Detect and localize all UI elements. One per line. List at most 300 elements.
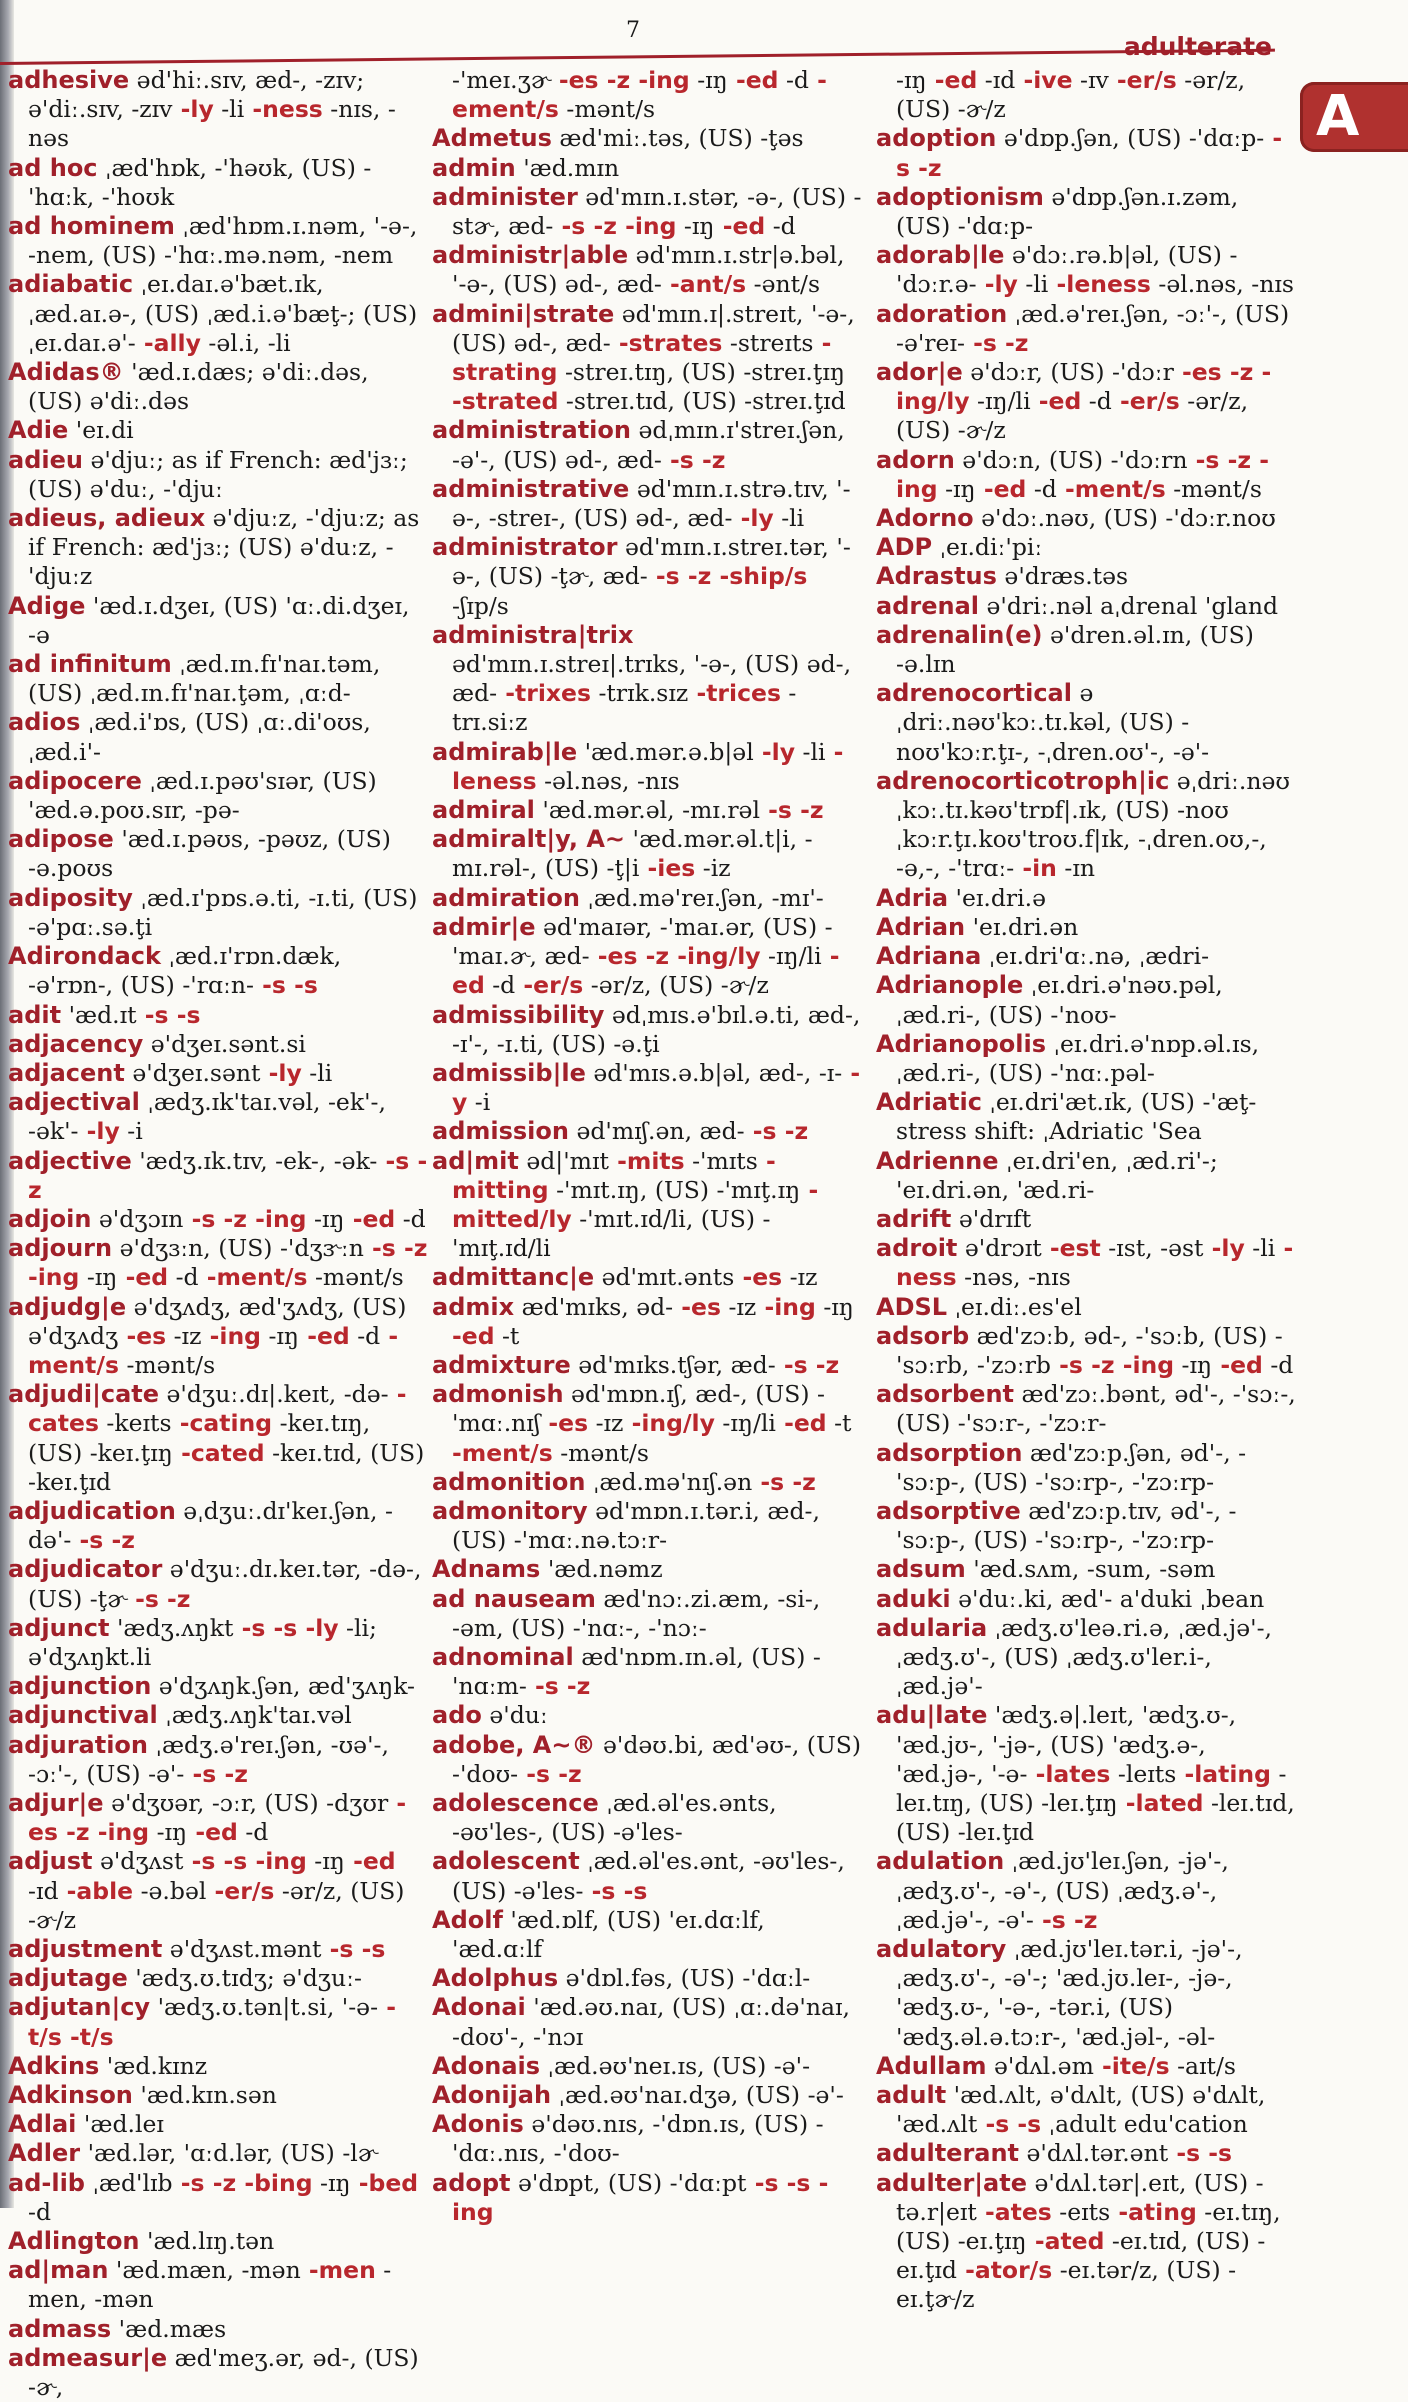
dictionary-entry	[432, 1117, 862, 1146]
dictionary-entry	[876, 241, 1296, 299]
dictionary-entry	[432, 1731, 862, 1789]
dictionary-entry	[876, 2081, 1296, 2139]
headword: admin	[432, 153, 516, 182]
dictionary-entry	[8, 358, 428, 416]
dictionary-entry	[432, 1993, 862, 2051]
headword: ad hoc	[8, 153, 98, 182]
headword: adobe, A~®	[432, 1730, 596, 1759]
pronunciation: ˌæd.əl'es.ənt, -əʊ'les-, (US) -ə'les- -s -s	[452, 1847, 845, 1905]
pronunciation: 'ædʒ.ə|.leɪt, 'ædʒ.ʊ-, 'æd.jʊ-, '-jə-, (US) 'ædʒ.ə-, 'æd.jə-, '-ə- -lates -leɪts -lating -leɪ.tɪŋ, (US) -leɪ.ţɪŋ -lated -leɪ.tɪd, (US) -leɪ.ţɪd	[896, 1701, 1295, 1847]
headword: adjectival	[8, 1088, 140, 1117]
dictionary-entry	[876, 2139, 1296, 2168]
headword: ad-lib	[8, 2168, 85, 2197]
headword: ad nauseam	[432, 1584, 596, 1613]
dictionary-entry	[876, 1585, 1296, 1614]
pronunciation: ˌæd.ɪ.pəʊ'sɪər, (US) 'æd.ə.poʊ.sɪr, -pə-	[28, 766, 377, 825]
headword: admissibility	[432, 1000, 605, 1029]
dictionary-entry	[876, 1205, 1296, 1234]
pronunciation: 'æd.mæn, -mən -men -men, -mən	[28, 2256, 392, 2314]
pronunciation: 'æd.ʌlt, ə'dʌlt, (US) ə'dʌlt, 'æd.ʌlt -s -s ˌadult edu'cation	[896, 2081, 1266, 2139]
pronunciation: ə'dəʊ.bi, æd'əʊ-, (US) -'doʊ- -s -z	[452, 1730, 862, 1788]
dictionary-entry	[8, 884, 428, 942]
headword: adulter|ate	[876, 2168, 1027, 2197]
dictionary-entry	[876, 1847, 1296, 1935]
headword: ad infinitum	[8, 650, 172, 679]
headword: ADSL	[876, 1292, 948, 1321]
headword: admeasur|e	[8, 2343, 168, 2372]
headword: Adria	[876, 883, 949, 912]
pronunciation: 'æd.sʌm, -sum, -səm	[973, 1555, 1216, 1584]
pronunciation: ˌæd'hɒk, -'həʊk, (US) -'hɑːk, -'hoʊk	[28, 153, 372, 211]
pronunciation: 'æd.ɪt -s -s	[68, 1000, 201, 1029]
dictionary-entry	[8, 1555, 428, 1613]
headword: adsum	[876, 1555, 966, 1584]
headword: adieu	[8, 445, 83, 474]
pronunciation: ˌeɪ.dri.ə'nɒp.əl.ɪs, ˌæd.ri-, (US) -'nɑː.pəl-	[896, 1029, 1260, 1087]
headword: Adkins	[8, 2051, 100, 2080]
headword: Adlai	[8, 2110, 77, 2139]
pronunciation: ˌeɪ.dri'æt.ɪk, (US) -'æţ- stress shift: ˌAdriatic 'Sea	[896, 1088, 1257, 1146]
headword: adiposity	[8, 883, 133, 912]
dictionary-entry	[8, 1147, 428, 1205]
headword: Adrienne	[876, 1146, 999, 1175]
headword: Adullam	[876, 2051, 987, 2080]
pronunciation: əd'hiː.sɪv, æd-, -zɪv; ə'diː.sɪv, -zɪv -ly -li -ness -nɪs, -nəs	[28, 66, 396, 153]
headword: adjur|e	[8, 1788, 104, 1817]
headword: administrative	[432, 474, 630, 503]
pronunciation: ə'dɔːn, (US) -'dɔːrn -s -z -ing -ɪŋ -ed -d -ment/s -mənt/s	[896, 445, 1269, 503]
pronunciation: ˌæd.ɪn.fɪ'naɪ.təm, (US) ˌæd.ɪn.fɪ'naɪ.ţəm, ˌɑːd-	[28, 650, 381, 708]
pronunciation: ˌæd.əʊ'naɪ.dʒə, (US) -ə'-	[558, 2081, 844, 2110]
headword: adjust	[8, 1847, 93, 1876]
pronunciation: əˌdʒuː.dɪ'keɪ.ʃən, -də'- -s -z	[28, 1496, 393, 1555]
headword: ADP	[876, 533, 933, 562]
headword: admission	[432, 1117, 569, 1146]
pronunciation: ə'dren.əl.ɪn, (US) -ə.lɪn	[896, 620, 1254, 679]
headword: administration	[432, 416, 631, 445]
pronunciation: əd'mɪn.ɪ.str|ə.bəl, '-ə-, (US) əd-, æd- -ant/s -ənt/s	[452, 241, 845, 299]
dictionary-entry	[8, 1731, 428, 1789]
dictionary-entry	[876, 1497, 1296, 1555]
pronunciation: æd'zɔːp.tɪv, əd'-, -'sɔːp-, (US) -'sɔːrp-, -'zɔːrp-	[896, 1496, 1237, 1555]
dictionary-entry	[876, 767, 1296, 884]
pronunciation: æd'miː.təs, (US) -ţəs	[559, 124, 804, 153]
pronunciation: ˌeɪ.dri'en, ˌæd.ri'-; 'eɪ.dri.ən, 'æd.ri-	[896, 1146, 1218, 1204]
headword: admix	[432, 1292, 515, 1321]
pronunciation: æd'nɔː.zi.æm, -si-, -əm, (US) -'nɑː-, -'nɔː-	[452, 1584, 821, 1642]
pronunciation: ə'dʒuː.dɪ|.keɪt, -də- -cates -keɪts -cating -keɪ.tɪŋ, (US) -keɪ.ţɪŋ -cated -keɪ.tɪd, (US) -keɪ.ţɪd	[28, 1380, 425, 1496]
pronunciation: ə'dʒuː.dɪ.keɪ.tər, -də-, (US) -ţɚ -s -z	[28, 1555, 422, 1613]
dictionary-entry	[8, 708, 428, 766]
dictionary-entry	[432, 66, 862, 124]
headword: adrenalin(e)	[876, 620, 1043, 649]
pronunciation: 'ædʒ.ʊ.tən|t.si, '-ə- -t/s -t/s	[28, 1993, 396, 2051]
pronunciation: 'æd.ɪ.dæs; ə'diː.dəs, (US) ə'diː.dəs	[28, 358, 369, 416]
pronunciation: ˌædʒ.ɪk'taɪ.vəl, -ek'-, -ək'- -ly -i	[28, 1088, 386, 1146]
dictionary-entry	[8, 1614, 428, 1672]
headword: Adonais	[432, 2051, 541, 2080]
dictionary-entry	[8, 1001, 428, 1030]
dictionary-entry	[432, 738, 862, 796]
pronunciation: ˌæd.mə'reɪ.ʃən, -mɪ'-	[587, 883, 824, 912]
pronunciation: 'æd.leɪ	[83, 2110, 164, 2139]
headword: adipocere	[8, 766, 142, 795]
headword: adu|late	[876, 1701, 988, 1730]
pronunciation: ˌæd.jʊ'leɪ.ʃən, -jə'-, ˌædʒ.ʊ'-, -ə'-, (US) ˌædʒ.ə'-, ˌæd.jə'-, -ə'- -s -z	[896, 1847, 1229, 1934]
headword: adoptionism	[876, 182, 1044, 211]
dictionary-entry	[876, 1234, 1296, 1292]
dictionary-entry	[8, 1993, 428, 2051]
dictionary-entry	[432, 1964, 862, 1993]
headword: Adolf	[432, 1905, 503, 1934]
dictionary-entry	[432, 1263, 862, 1292]
dictionary-entry	[876, 2052, 1296, 2081]
pronunciation: əd'mɪʃ.ən, æd- -s -z	[576, 1117, 809, 1146]
dictionary-entry	[876, 1935, 1296, 2052]
dictionary-entry	[8, 1672, 428, 1701]
headword: Adonis	[432, 2110, 524, 2139]
dictionary-entry	[432, 2110, 862, 2168]
column-3	[876, 66, 1296, 2315]
headword: adolescent	[432, 1847, 580, 1876]
dictionary-entry	[876, 533, 1296, 562]
pronunciation: əd'mɪt.ənts -es -ɪz	[601, 1263, 818, 1292]
dictionary-entry	[432, 1380, 862, 1468]
pronunciation: 'æd.əʊ.naɪ, (US) ˌɑː.də'naɪ, -doʊ'-, -'nɔɪ	[452, 1993, 851, 2051]
pronunciation: ˌeɪ.dri'ɑː.nə, ˌædri-	[988, 942, 1210, 971]
dictionary-entry	[8, 1789, 428, 1847]
dictionary-entry	[432, 241, 862, 299]
dictionary-entry	[876, 1147, 1296, 1205]
dictionary-entry	[8, 270, 428, 358]
dictionary-entry	[876, 504, 1296, 533]
headword: admiralt|y, A~	[432, 825, 626, 854]
pronunciation: əd'mɒn.ɪ.tər.i, æd-, (US) -'mɑː.nə.tɔːr-	[452, 1496, 820, 1555]
headword: Adlington	[8, 2227, 140, 2256]
pronunciation: 'ædʒ.ʌŋkt -s -s -ly -li; ə'dʒʌŋkt.li	[28, 1613, 377, 1671]
dictionary-entry	[432, 2052, 862, 2081]
pronunciation: ˌæd.əʊ'neɪ.ɪs, (US) -ə'-	[547, 2051, 811, 2080]
dictionary-entry	[876, 679, 1296, 767]
headword: adsorptive	[876, 1496, 1021, 1525]
headword: Admetus	[432, 124, 552, 153]
pronunciation: 'ædʒ.ʊ.tɪdʒ; ə'dʒuː-	[135, 1964, 362, 1993]
headword: ad hominem	[8, 212, 175, 241]
headword: adopt	[432, 2168, 511, 2197]
headword: adoption	[876, 124, 997, 153]
pronunciation: æd'zɔːb, əd-, -'sɔːb, (US) -'sɔːrb, -'zɔːrb -s -z -ing -ɪŋ -ed -d	[896, 1321, 1294, 1379]
headword: admass	[8, 2314, 112, 2343]
pronunciation: 'æd.ɒlf, (US) 'eɪ.dɑːlf, 'æd.ɑːlf	[452, 1905, 765, 1963]
pronunciation: ədˌmɪs.ə'bɪl.ə.ti, æd-, -ɪ'-, -ɪ.ti, (US) -ə.ţi	[452, 1000, 861, 1058]
headword: admonition	[432, 1467, 586, 1496]
dictionary-entry	[432, 1497, 862, 1555]
pronunciation: ˌæd'hɒm.ɪ.nəm, '-ə-, -nem, (US) -'hɑː.mə.nəm, -nem	[28, 212, 418, 270]
pronunciation: 'æd.mæs	[118, 2314, 227, 2343]
headword: adnominal	[432, 1642, 574, 1671]
pronunciation: ˌædʒ.ə'reɪ.ʃən, -ʊə'-, -ɔː'-, (US) -ə'- -s -z	[28, 1730, 389, 1788]
dictionary-entry	[8, 2139, 428, 2168]
dictionary-entry	[432, 913, 862, 1001]
pronunciation: 'æd.kɪnz	[106, 2051, 208, 2080]
pronunciation: æd'nɒm.ɪn.əl, (US) -'nɑːm- -s -z	[452, 1642, 821, 1701]
pronunciation: ə'dɒp.ʃən, (US) -'dɑːp- -s -z	[896, 124, 1283, 182]
headword: adsorption	[876, 1438, 1023, 1467]
pronunciation: 'eɪ.di	[75, 416, 134, 445]
page-number: 7	[626, 18, 640, 43]
pronunciation: ˌeɪ.dri.ə'nəʊ.pəl, ˌæd.ri-, (US) -'noʊ-	[896, 971, 1223, 1029]
pronunciation: 'æd.kɪn.sən	[140, 2081, 277, 2110]
pronunciation: ˌæd.jʊ'leɪ.tər.i, -jə'-, ˌædʒ.ʊ'-, -ə'-; 'æd.jʊ.leɪ-, -jə-, 'ædʒ.ʊ-, '-ə-, -tər.i, (US) 'ædʒ.əl.ə.tɔːr-, 'æd.jəl-, -əl-	[896, 1935, 1243, 2051]
pronunciation: æd'zɔː.bənt, əd'-, -'sɔː-, (US) -'sɔːr-, -'zɔːr-	[896, 1380, 1296, 1438]
dictionary-entry	[876, 1439, 1296, 1497]
pronunciation: ə'dɒl.fəs, (US) -'dɑːl-	[565, 1964, 811, 1993]
dictionary-entry	[8, 1059, 428, 1088]
pronunciation: ə'dʒeɪ.sənt -ly -li	[132, 1058, 333, 1087]
dictionary-entry	[876, 621, 1296, 679]
headword: adsorbent	[876, 1380, 1014, 1409]
pronunciation: əˌdriː.nəʊˌkɔː.tɪ.kəʊ'trɒf|.ɪk, (US) -noʊˌkɔːr.ţɪ.koʊ'troʊ.f|ɪk, -ˌdren.oʊ,-, -ə,-, -'trɑː- -in -ɪn	[896, 766, 1290, 883]
dictionary-entry	[876, 124, 1296, 182]
pronunciation: ə'dʒʊər, -ɔːr, (US) -dʒʊr -es -z -ing -ɪŋ -ed -d	[28, 1788, 407, 1847]
headword: administra|trix	[432, 620, 634, 649]
pronunciation: æd'mɪks, əd- -es -ɪz -ing -ɪŋ -ed -t	[452, 1292, 854, 1350]
headword: ad|man	[8, 2256, 109, 2285]
dictionary-entry	[432, 825, 862, 883]
pronunciation: əd'maɪər, -'maɪ.ər, (US) -'maɪ.ɚ, æd- -es -z -ing/ly -ɪŋ/li -ed -d -er/s -ər/z, (US) -ɚ/z	[452, 912, 840, 1000]
pronunciation: ˌædʒ.ʌŋk'taɪ.vəl	[165, 1701, 352, 1730]
headword: Adidas®	[8, 358, 124, 387]
headword: adulation	[876, 1847, 1005, 1876]
pronunciation: ə'dɒpt, (US) -'dɑːpt -s -s -ing	[452, 2168, 829, 2226]
pronunciation: 'æd.mər.əl, -mɪ.rəl -s -z	[542, 796, 824, 825]
dictionary-entry	[8, 2315, 428, 2344]
dictionary-entry	[8, 1088, 428, 1146]
pronunciation: ə'djuːz, -'djuːz; as if French: æd'jɜː; (US) ə'duːz, -'djuːz	[28, 504, 420, 591]
pronunciation: æd'zɔːp.ʃən, əd'-, -'sɔːp-, (US) -'sɔːrp-, -'zɔːrp-	[896, 1438, 1247, 1496]
pronunciation: -'meɪ.ʒɚ -es -z -ing -ɪŋ -ed -d -ement/s -mənt/s	[452, 66, 827, 124]
pronunciation: əd'mɪn.ɪ.strə.tɪv, '-ə-, -streɪ-, (US) əd-, æd- -ly -li	[452, 474, 851, 533]
dictionary-entry	[432, 124, 862, 153]
headword: Adie	[8, 416, 69, 445]
pronunciation: əd'mɪks.tʃər, æd- -s -z	[578, 1350, 840, 1379]
pronunciation: ˌæd.ɪ'rɒn.dæk, -ə'rɒn-, (US) -'rɑːn- -s -s	[28, 942, 342, 1000]
dictionary-entry	[8, 2344, 428, 2402]
headword: adjudg|e	[8, 1292, 127, 1321]
dictionary-entry	[8, 504, 428, 592]
dictionary-entry	[432, 183, 862, 241]
headword: Adrianople	[876, 971, 1024, 1000]
pronunciation: ˌæd.ɪ'pɒs.ə.ti, -ɪ.ti, (US) -ə'pɑː.sə.ţi	[28, 883, 418, 941]
dictionary-entry	[876, 884, 1296, 913]
headword: Adkinson	[8, 2081, 133, 2110]
dictionary-entry	[432, 621, 862, 738]
dictionary-entry	[432, 1059, 862, 1117]
pronunciation: ə'dʒʌst -s -s -ing -ɪŋ -ed -ɪd -able -ə.bəl -er/s -ər/z, (US) -ɚ/z	[28, 1847, 405, 1934]
pronunciation: əd'mɪn.ɪ.streɪ.tər, '-ə-, (US) -ţɚ, æd- -s -z -ship/s -ʃɪp/s	[452, 533, 851, 620]
headword: adjudicator	[8, 1555, 163, 1584]
pronunciation: ˌæd.i'ɒs, (US) ˌɑː.di'oʊs, ˌæd.i'-	[28, 708, 371, 766]
headword: adios	[8, 708, 81, 737]
dictionary-entry	[876, 1088, 1296, 1146]
dictionary-entry	[432, 416, 862, 474]
dictionary-entry	[8, 2081, 428, 2110]
thumb-index-letter: A	[1316, 84, 1360, 149]
dictionary-entry	[432, 1789, 862, 1847]
pronunciation: əd'mɪn.ɪ.stər, -ə-, (US) -stɚ, æd- -s -z -ing -ɪŋ -ed -d	[452, 182, 862, 241]
headword: admiral	[432, 796, 535, 825]
dictionary-entry	[8, 416, 428, 445]
dictionary-entry	[8, 650, 428, 708]
headword: aduki	[876, 1584, 951, 1613]
headword: adieus, adieux	[8, 504, 206, 533]
headword: adjunctival	[8, 1701, 158, 1730]
dictionary-entry	[8, 1380, 428, 1497]
dictionary-entry	[8, 2169, 428, 2227]
dictionary-entry	[876, 358, 1296, 446]
headword: adhesive	[8, 66, 130, 94]
dictionary-entry	[876, 66, 1296, 124]
dictionary-entry	[8, 592, 428, 650]
headword: admiration	[432, 883, 580, 912]
dictionary-entry	[876, 942, 1296, 971]
headword: admir|e	[432, 912, 536, 941]
dictionary-entry	[432, 1001, 862, 1059]
pronunciation: ˌeɪ.daɪ.ə'bæt.ɪk, ˌæd.aɪ.ə-, (US) ˌæd.i.ə'bæţ-; (US) ˌeɪ.daɪ.ə'- -ally -əl.i, -li	[28, 270, 418, 357]
dictionary-entry	[432, 1701, 862, 1730]
headword: admixture	[432, 1350, 571, 1379]
dictionary-entry	[8, 1847, 428, 1935]
pronunciation: ə'dʒʌst.mənt -s -s	[169, 1935, 386, 1963]
dictionary-entry	[8, 446, 428, 504]
headword: ador|e	[876, 358, 963, 387]
dictionary-entry	[432, 154, 862, 183]
dictionary-entry	[432, 884, 862, 913]
headword: adjudi|cate	[8, 1380, 160, 1409]
headword: adrift	[876, 1204, 952, 1233]
dictionary-entry	[432, 1468, 862, 1497]
pronunciation: ə'drɔɪt -est -ɪst, -əst -ly -li -ness -nəs, -nɪs	[896, 1234, 1294, 1292]
pronunciation: ə'dəʊ.nɪs, -'dɒn.ɪs, (US) -'dɑː.nɪs, -'doʊ-	[452, 2110, 824, 2168]
pronunciation: 'æd.mər.ə.b|əl -ly -li -leness -əl.nəs, -nɪs	[452, 737, 844, 795]
headword: adrenocortical	[876, 679, 1072, 708]
dictionary-entry	[8, 1293, 428, 1381]
dictionary-entry	[876, 913, 1296, 942]
pronunciation: ə'drɪft	[958, 1204, 1032, 1233]
pronunciation: ə'dʒʌŋk.ʃən, æd'ʒʌŋk-	[158, 1672, 415, 1701]
dictionary-entry	[8, 212, 428, 270]
pronunciation: 'æd.lər, 'ɑːd.lər, (US) -lɚ	[87, 2139, 378, 2168]
dictionary-entry	[8, 2227, 428, 2256]
dictionary-entry	[8, 1497, 428, 1555]
dictionary-entry	[876, 446, 1296, 504]
headword: adsorb	[876, 1321, 970, 1350]
pronunciation: ˌæd.əl'es.ənts, -əʊ'les-, (US) -ə'les-	[452, 1788, 777, 1847]
dictionary-entry	[8, 66, 428, 154]
headword: administer	[432, 182, 578, 211]
column-1	[8, 66, 428, 2402]
dictionary-entry	[8, 2256, 428, 2314]
headword: adroit	[876, 1234, 958, 1263]
dictionary-entry	[432, 1585, 862, 1643]
headword: ado	[432, 1701, 482, 1730]
headword: adorn	[876, 445, 955, 474]
headword: ad|mit	[432, 1146, 519, 1175]
dictionary-entry	[876, 2169, 1296, 2315]
headword: Adrianopolis	[876, 1029, 1046, 1058]
pronunciation: ˌeɪ.diː'piː	[939, 533, 1043, 562]
running-head: adulterate	[1123, 32, 1272, 61]
pronunciation: ˌæd'lɪb -s -z -bing -ɪŋ -bed -d	[28, 2168, 419, 2226]
pronunciation: ə'dʌl.tər|.eɪt, (US) -tə.r|eɪt -ates -eɪts -ating -eɪ.tɪŋ, (US) -eɪ.ţɪŋ -ated -eɪ.tɪd, (US) -eɪ.ţɪd -ator/s -eɪ.tər/z, (US) -eɪ.ţɚ/z	[896, 2168, 1281, 2314]
dictionary-entry	[8, 1935, 428, 1964]
dictionary-entry	[876, 1555, 1296, 1584]
pronunciation: 'æd.ɪ.pəʊs, -pəʊz, (US) -ə.poʊs	[28, 825, 391, 883]
pronunciation: ə'dʌl.əm -ite/s -aɪt/s	[993, 2051, 1236, 2080]
headword: adrenal	[876, 591, 979, 620]
headword: admirab|le	[432, 737, 578, 766]
headword: admini|strate	[432, 299, 615, 328]
pronunciation: ə'dʒɔɪn -s -z -ing -ɪŋ -ed -d	[98, 1204, 426, 1233]
headword: adipose	[8, 825, 114, 854]
headword: Adnams	[432, 1555, 541, 1584]
dictionary-entry	[432, 1847, 862, 1905]
header-rule	[0, 49, 1275, 65]
pronunciation: ə'dɔː.rə.b|əl, (US) -'dɔːr.ə- -ly -li -leness -əl.nəs, -nɪs	[896, 241, 1294, 299]
dictionary-entry	[432, 300, 862, 417]
dictionary-entry	[432, 2081, 862, 2110]
dictionary-entry	[8, 1964, 428, 1993]
headword: adjunction	[8, 1672, 152, 1701]
headword: adjoin	[8, 1204, 92, 1233]
dictionary-entry	[876, 1380, 1296, 1438]
dictionary-entry	[432, 2169, 862, 2227]
headword: adjacency	[8, 1029, 144, 1058]
pronunciation: əd'mɪn.ɪ.streɪ|.trɪks, '-ə-, (US) əd-, æd- -trixes -trɪk.sɪz -trices -trɪ.siːz	[452, 650, 852, 737]
pronunciation: əˌdriː.nəʊ'kɔː.tɪ.kəl, (US) -noʊ'kɔːr.ţɪ-, -ˌdren.oʊ'-, -ə'-	[896, 679, 1210, 766]
pronunciation: 'æd.mɪn	[523, 153, 620, 182]
headword: adolescence	[432, 1788, 599, 1817]
pronunciation: ə'dɒp.ʃən.ɪ.zəm, (US) -'dɑːp-	[896, 182, 1239, 241]
pronunciation: 'æd.ɪ.dʒeɪ, (US) 'ɑː.di.dʒeɪ, -ə	[28, 591, 410, 649]
headword: Adonai	[432, 1993, 526, 2022]
dictionary-entry	[432, 1147, 862, 1264]
dictionary-entry	[432, 1555, 862, 1584]
headword: Adolphus	[432, 1964, 559, 1993]
headword: adjustment	[8, 1935, 163, 1963]
dictionary-entry	[8, 154, 428, 212]
dictionary-entry	[876, 1293, 1296, 1322]
headword: adorab|le	[876, 241, 1005, 270]
dictionary-entry	[876, 300, 1296, 358]
pronunciation: ə'dɔː.nəʊ, (US) -'dɔːr.noʊ	[981, 504, 1276, 533]
headword: admonitory	[432, 1496, 588, 1525]
pronunciation: ə'duː.ki, æd'- a'duki ˌbean	[958, 1584, 1265, 1613]
pronunciation: -ɪŋ -ed -ɪd -ive -ɪv -er/s -ər/z, (US) -ɚ/z	[896, 66, 1246, 124]
dictionary-entry	[8, 2110, 428, 2139]
pronunciation: əd'mɪn.ɪ|.streɪt, '-ə-, (US) əd-, æd- -strates -streɪts -strating -streɪ.tɪŋ, (US) -streɪ.ţɪŋ -strated -streɪ.tɪd, (US) -streɪ.ţɪd	[452, 299, 855, 416]
headword: admissib|le	[432, 1058, 586, 1087]
headword: Adriatic	[876, 1088, 982, 1117]
headword: adult	[876, 2081, 947, 2110]
pronunciation: æd'meʒ.ər, əd-, (US) -ɚ,	[28, 2343, 419, 2402]
dictionary-entry	[8, 825, 428, 883]
dictionary-entry	[8, 1205, 428, 1234]
headword: adjuration	[8, 1730, 148, 1759]
dictionary-entry	[876, 183, 1296, 241]
headword: adjutage	[8, 1964, 128, 1993]
headword: Adonijah	[432, 2081, 552, 2110]
